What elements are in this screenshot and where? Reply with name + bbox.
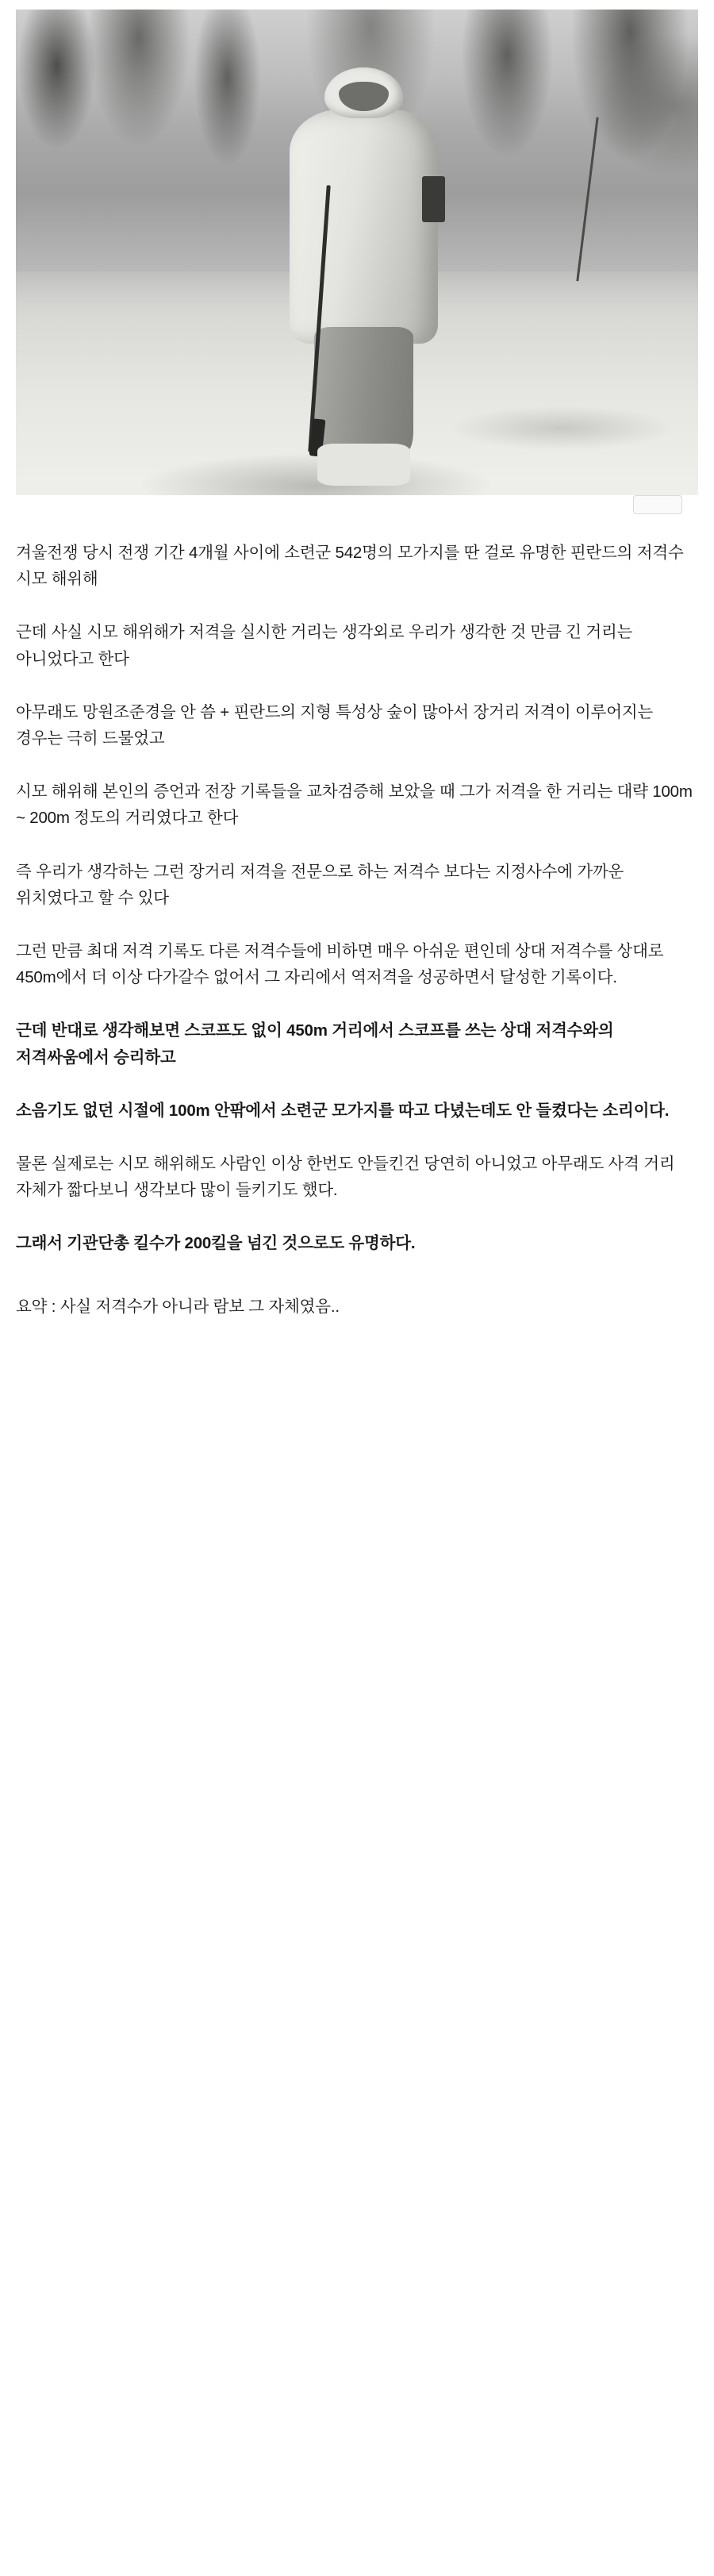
boots [317, 444, 409, 486]
simo-hayha-winter-war-photo [16, 10, 698, 495]
paragraph-9: 물론 실제로는 시모 해위해도 사람인 이상 한번도 안들킨건 당연히 아니었고 아무래도 사격 거리 자체가 짧다보니 생각보다 많이 들키기도 했다. [16, 1155, 675, 1200]
paragraph-5: 즉 우리가 생각하는 그런 장거리 저격을 전문으로 하는 저격수 보다는 지정사수에 가까운 위치였다고 할 수 있다 [16, 862, 624, 907]
paragraph-6: 그런 만큼 최대 저격 기록도 다른 저격수들에 비하면 매우 아쉬운 편인데 상대 저격수를 상대로 450m에서 더 이상 다가갈수 없어서 그 자리에서 역저격을 성공하면서 달성한 기록이다. [16, 942, 664, 987]
article-body [16, 540, 698, 1320]
paragraph-10: 그래서 기관단총 킬수가 200킬을 넘긴 것으로도 유명하다. [16, 1234, 416, 1253]
photo-caption-strip [16, 495, 698, 516]
paragraph-7: 근데 반대로 생각해보면 스코프도 없이 450m 거리에서 스코프를 쓰는 상대 저격수와의 저격싸움에서 승리하고 [16, 1021, 614, 1067]
paragraph-8: 소음기도 없던 시절에 100m 안팎에서 소련군 모가지를 따고 다녔는데도 안 들켰다는 소리이다. [16, 1101, 670, 1120]
paragraph-4: 시모 해위해 본인의 증언과 전장 기록들을 교차검증해 보았을 때 그가 저격을 한 거리는 대략 100m ~ 200m 정도의 거리였다고 한다 [16, 782, 693, 828]
image-action-button[interactable] [633, 495, 682, 514]
ammo-pouch [422, 176, 445, 222]
paragraph-summary: 요약 : 사실 저격수가 아니라 람보 그 자체였음.. [16, 1297, 340, 1316]
sniper-figure [275, 67, 453, 485]
paragraph-1: 겨울전쟁 당시 전쟁 기간 4개월 사이에 소련군 542명의 모가지를 딴 걸로 유명한 핀란드의 저격수 시모 해위해 [16, 544, 684, 589]
paragraph-2: 근데 사실 시모 해위해가 저격을 실시한 거리는 생각외로 우리가 생각한 것 만큼 긴 거리는 아니었다고 한다 [16, 623, 633, 668]
legs [314, 327, 413, 452]
article-photo-figure [16, 10, 698, 495]
snow-camo-smock [290, 110, 439, 344]
paragraph-3: 아무래도 망원조준경을 안 씀 + 핀란드의 지형 특성상 숲이 많아서 장거리 저격이 이루어지는 경우는 극히 드물었고 [16, 702, 654, 748]
